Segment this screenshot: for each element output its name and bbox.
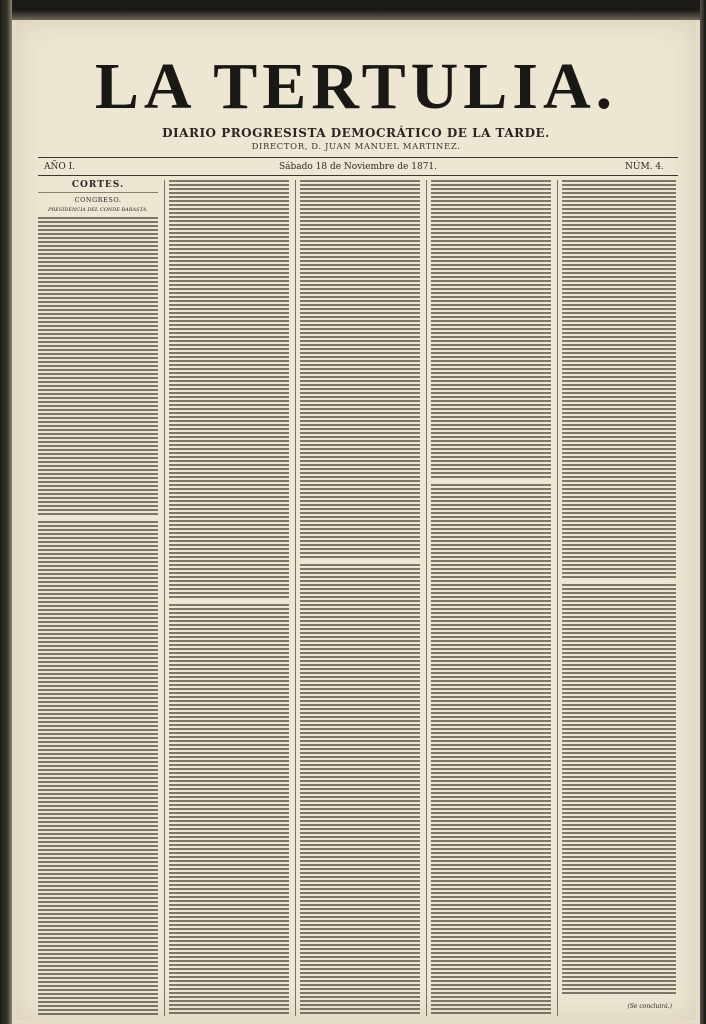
column-divider <box>164 180 165 1016</box>
text-block <box>431 484 551 1016</box>
column-divider <box>557 180 558 1016</box>
column-divider <box>295 180 296 1016</box>
chamber-heading: CONGRESO. <box>74 196 122 204</box>
column-3 <box>300 180 420 1016</box>
masthead-title: LA TERTULIA. <box>94 50 618 123</box>
text-block <box>300 180 420 560</box>
dateline <box>38 160 678 174</box>
article-columns <box>38 180 676 1016</box>
column-4 <box>431 180 551 1016</box>
scan-border-top <box>0 0 706 20</box>
text-block <box>562 584 676 996</box>
scan-border-right <box>700 0 706 1024</box>
scan-border-left <box>0 0 12 1024</box>
text-block <box>431 180 551 480</box>
continued-note: (Se concluirá.) <box>627 1003 672 1010</box>
header-rule-top <box>38 157 678 158</box>
text-block <box>169 604 289 1016</box>
header-rule-bottom <box>38 175 678 176</box>
volume-label: AÑO I. <box>44 162 76 172</box>
text-block <box>300 564 420 1016</box>
text-block <box>38 217 158 517</box>
issue-number: NÚM. 4. <box>625 162 664 172</box>
column-2 <box>169 180 289 1016</box>
column-5 <box>562 180 676 1016</box>
newspaper-page <box>16 20 696 1020</box>
text-block <box>169 180 289 600</box>
column-1 <box>38 180 158 1016</box>
masthead-director: DIRECTOR, D. JUAN MANUEL MARTINEZ. <box>251 142 461 152</box>
issue-date: Sábado 18 de Noviembre de 1871. <box>278 162 438 172</box>
masthead-subtitle: DIARIO PROGRESISTA DEMOCRÁTICO DE LA TARDE. <box>162 126 550 140</box>
text-block <box>38 521 158 1016</box>
section-heading: CÓRTES. <box>38 180 158 193</box>
text-block <box>562 180 676 580</box>
column-divider <box>426 180 427 1016</box>
presidency-note: PRESIDENCIA DEL CONDE BARASTA. <box>48 207 148 213</box>
